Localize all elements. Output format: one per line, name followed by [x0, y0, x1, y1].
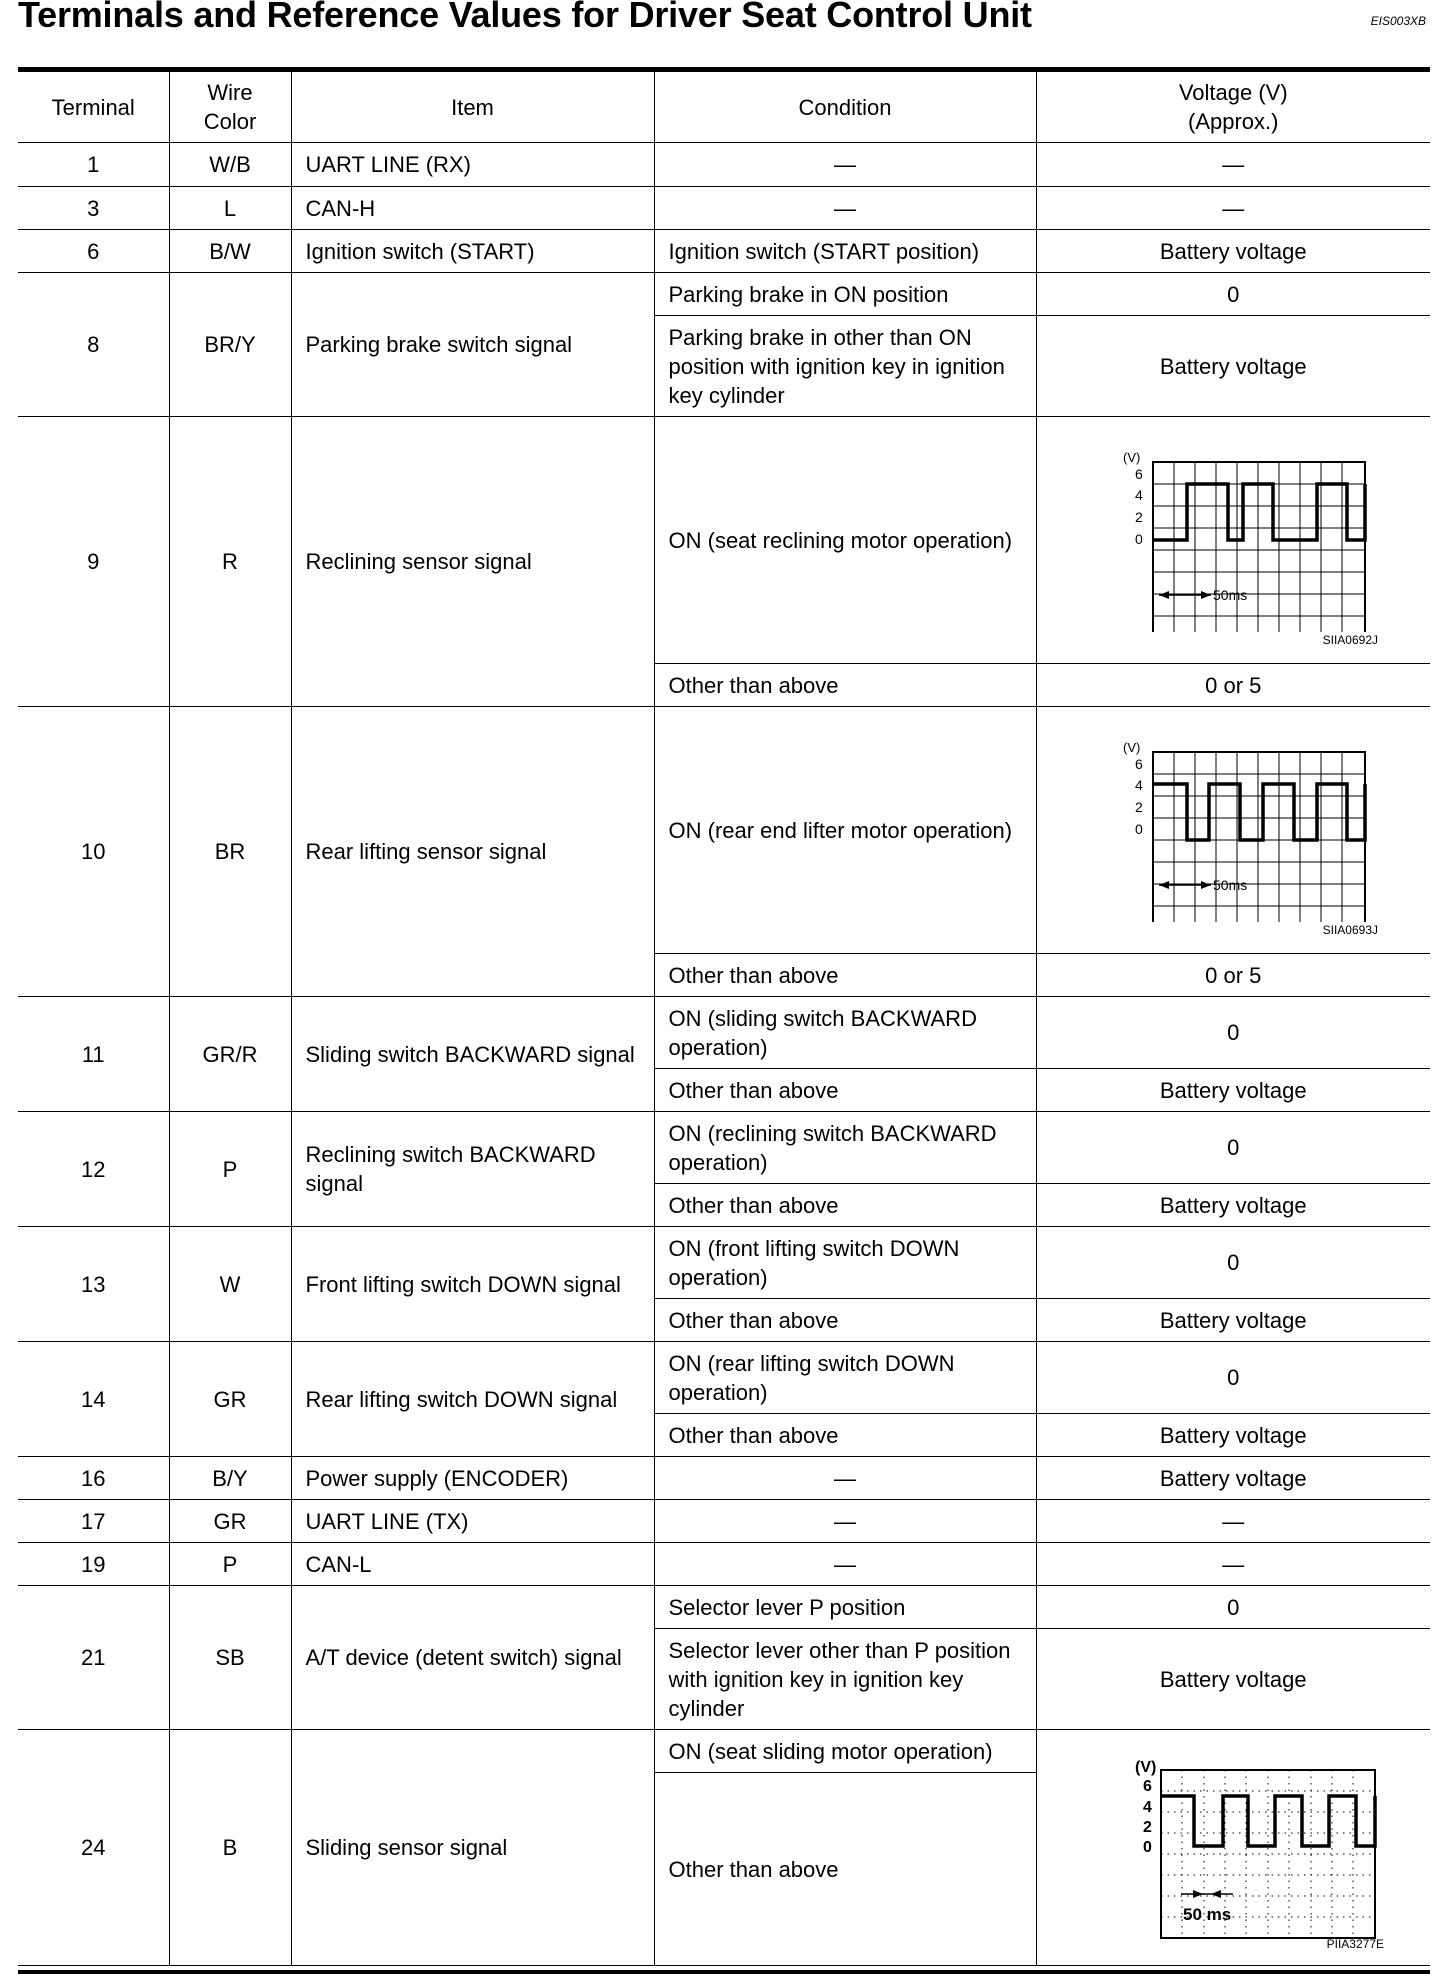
condition-cell: —	[654, 1457, 1036, 1500]
item-cell: UART LINE (RX)	[291, 143, 654, 187]
wire-color-cell: P	[169, 1112, 291, 1227]
condition-cell: ON (reclining switch BACKWARD operation)	[654, 1112, 1036, 1184]
y-tick: 0	[1135, 530, 1144, 547]
wire-color-cell: W/B	[169, 143, 291, 187]
terminal-cell: 17	[18, 1500, 169, 1543]
voltage-cell: —	[1036, 187, 1430, 230]
condition-cell: Other than above	[654, 1184, 1036, 1227]
table-row	[18, 997, 1430, 1069]
header-voltage: Voltage (V) (Approx.)	[1036, 72, 1430, 143]
item-cell: Sliding switch BACKWARD signal	[291, 997, 654, 1112]
item-cell: Power supply (ENCODER)	[291, 1457, 654, 1500]
y-tick: 6	[1135, 755, 1144, 772]
terminal-cell: 9	[18, 417, 169, 707]
terminal-cell: 1	[18, 143, 169, 187]
terminal-cell: 16	[18, 1457, 169, 1500]
condition-cell: —	[654, 1543, 1036, 1586]
voltage-cell: 0	[1036, 1342, 1430, 1414]
condition-cell: ON (rear end lifter motor operation)	[654, 707, 1036, 954]
header-item: Item	[291, 72, 654, 143]
voltage-cell: —	[1036, 1500, 1430, 1543]
condition-cell: Other than above	[654, 1069, 1036, 1112]
y-tick: 0	[1135, 820, 1144, 837]
figure-ref: PIIA3277E	[1326, 1937, 1384, 1951]
terminal-cell: 10	[18, 707, 169, 997]
time-label: 50ms	[1213, 586, 1248, 603]
table-row	[18, 1543, 1430, 1586]
y-tick: 4	[1135, 776, 1144, 793]
item-cell: Reclining sensor signal	[291, 417, 654, 707]
wire-color-cell: B/W	[169, 230, 291, 273]
y-tick: 6	[1135, 465, 1144, 482]
voltage-cell: Battery voltage	[1036, 316, 1430, 417]
y-tick: 4	[1143, 1799, 1153, 1816]
voltage-cell: 0	[1036, 273, 1430, 316]
condition-cell: Other than above	[654, 664, 1036, 707]
header-wire-color: Wire Color	[169, 72, 291, 143]
y-tick: 2	[1135, 508, 1144, 525]
bottom-rule	[18, 1970, 1430, 1974]
wire-color-cell: R	[169, 417, 291, 707]
waveform-cell	[1036, 707, 1430, 954]
voltage-cell: —	[1036, 1543, 1430, 1586]
voltage-cell: 0	[1036, 997, 1430, 1069]
condition-cell: Selector lever P position	[654, 1586, 1036, 1629]
condition-cell: ON (seat sliding motor operation)	[654, 1730, 1036, 1773]
condition-cell: Parking brake in ON position	[654, 273, 1036, 316]
time-marker	[1159, 591, 1211, 599]
condition-cell: Other than above	[654, 1773, 1036, 1966]
table-row	[18, 707, 1430, 954]
page-title: Terminals and Reference Values for Driver Seat Control Unit	[18, 0, 1032, 35]
condition-cell: Other than above	[654, 1299, 1036, 1342]
unit-label: (V)	[1123, 739, 1141, 755]
time-marker	[1181, 1890, 1233, 1898]
item-cell: A/T device (detent switch) signal	[291, 1586, 654, 1730]
voltage-cell: —	[1036, 143, 1430, 187]
table-row	[18, 273, 1430, 316]
y-tick: 2	[1143, 1819, 1153, 1836]
y-tick: 2	[1135, 798, 1144, 815]
condition-cell: ON (seat reclining motor operation)	[654, 417, 1036, 664]
table-row	[18, 1457, 1430, 1500]
terminal-cell: 14	[18, 1342, 169, 1457]
wire-color-cell: GR	[169, 1500, 291, 1543]
voltage-cell: 0 or 5	[1036, 954, 1430, 997]
waveform-chart-rear-lifting	[1083, 732, 1383, 922]
terminal-cell: 11	[18, 997, 169, 1112]
signal-trace	[1153, 784, 1365, 840]
scope-frame	[1153, 462, 1365, 632]
scope-frame	[1153, 752, 1365, 922]
terminal-cell: 21	[18, 1586, 169, 1730]
condition-cell: —	[654, 187, 1036, 230]
figure-ref: SIIA0693J	[1322, 923, 1378, 937]
terminal-cell: 12	[18, 1112, 169, 1227]
terminal-cell: 6	[18, 230, 169, 273]
table-row	[18, 1730, 1430, 1773]
terminal-cell: 19	[18, 1543, 169, 1586]
condition-cell: Other than above	[654, 954, 1036, 997]
wire-color-cell: SB	[169, 1586, 291, 1730]
condition-cell: Other than above	[654, 1414, 1036, 1457]
table-row	[18, 417, 1430, 664]
terminal-cell: 8	[18, 273, 169, 417]
table-row	[18, 187, 1430, 230]
item-cell: Parking brake switch signal	[291, 273, 654, 417]
waveform-chart-sliding	[1083, 1746, 1383, 1942]
y-tick: 6	[1143, 1778, 1153, 1795]
scope-grid	[1153, 462, 1365, 632]
wire-color-cell: BR	[169, 707, 291, 997]
wire-color-cell: P	[169, 1543, 291, 1586]
unit-label: (V)	[1123, 449, 1141, 465]
voltage-cell: Battery voltage	[1036, 1184, 1430, 1227]
condition-cell: Selector lever other than P position with ignition key in ignition key cylinder	[654, 1629, 1036, 1730]
time-label: 50 ms	[1183, 1905, 1232, 1924]
wire-color-cell: BR/Y	[169, 273, 291, 417]
wire-color-cell: GR	[169, 1342, 291, 1457]
time-marker	[1159, 881, 1211, 889]
item-cell: Front lifting switch DOWN signal	[291, 1227, 654, 1342]
wire-color-cell: L	[169, 187, 291, 230]
document-code: EIS003XB	[1370, 14, 1426, 28]
voltage-cell: Battery voltage	[1036, 1299, 1430, 1342]
waveform-chart-reclining	[1083, 442, 1383, 632]
table-row	[18, 1227, 1430, 1299]
scope-grid	[1153, 752, 1365, 922]
terminal-cell: 24	[18, 1730, 169, 1966]
voltage-cell: 0	[1036, 1112, 1430, 1184]
condition-cell: ON (sliding switch BACKWARD operation)	[654, 997, 1036, 1069]
voltage-cell: Battery voltage	[1036, 230, 1430, 273]
table-row	[18, 230, 1430, 273]
wire-color-cell: B/Y	[169, 1457, 291, 1500]
item-cell: Sliding sensor signal	[291, 1730, 654, 1966]
voltage-cell: Battery voltage	[1036, 1414, 1430, 1457]
condition-cell: Parking brake in other than ON position with ignition key in ignition key cylinder	[654, 316, 1036, 417]
header-row	[18, 72, 1430, 143]
voltage-cell: 0 or 5	[1036, 664, 1430, 707]
figure-ref: SIIA0692J	[1322, 633, 1378, 647]
header-terminal: Terminal	[18, 72, 169, 143]
y-tick: 0	[1143, 1839, 1153, 1856]
wire-color-cell: B	[169, 1730, 291, 1966]
voltage-cell: Battery voltage	[1036, 1629, 1430, 1730]
y-tick: 4	[1135, 486, 1144, 503]
terminals-table	[18, 71, 1430, 1966]
terminal-cell: 3	[18, 187, 169, 230]
voltage-cell: 0	[1036, 1586, 1430, 1629]
item-cell: Rear lifting sensor signal	[291, 707, 654, 997]
waveform-cell	[1036, 1730, 1430, 1966]
voltage-cell: Battery voltage	[1036, 1457, 1430, 1500]
terminal-cell: 13	[18, 1227, 169, 1342]
time-label: 50ms	[1213, 876, 1248, 893]
unit-label: (V)	[1135, 1759, 1157, 1776]
wire-color-cell: W	[169, 1227, 291, 1342]
voltage-cell: 0	[1036, 1227, 1430, 1299]
item-cell: CAN-L	[291, 1543, 654, 1586]
table-row	[18, 1586, 1430, 1629]
signal-trace	[1153, 484, 1365, 540]
wire-color-cell: GR/R	[169, 997, 291, 1112]
waveform-cell	[1036, 417, 1430, 664]
item-cell: Rear lifting switch DOWN signal	[291, 1342, 654, 1457]
condition-cell: ON (front lifting switch DOWN operation)	[654, 1227, 1036, 1299]
condition-cell: —	[654, 143, 1036, 187]
header-condition: Condition	[654, 72, 1036, 143]
table-row	[18, 1112, 1430, 1184]
table-row	[18, 1342, 1430, 1414]
table-row	[18, 143, 1430, 187]
condition-cell: ON (rear lifting switch DOWN operation)	[654, 1342, 1036, 1414]
item-cell: Reclining switch BACKWARD signal	[291, 1112, 654, 1227]
item-cell: CAN-H	[291, 187, 654, 230]
condition-cell: —	[654, 1500, 1036, 1543]
condition-cell: Ignition switch (START position)	[654, 230, 1036, 273]
voltage-cell: Battery voltage	[1036, 1069, 1430, 1112]
item-cell: Ignition switch (START)	[291, 230, 654, 273]
item-cell: UART LINE (TX)	[291, 1500, 654, 1543]
table-row	[18, 1500, 1430, 1543]
